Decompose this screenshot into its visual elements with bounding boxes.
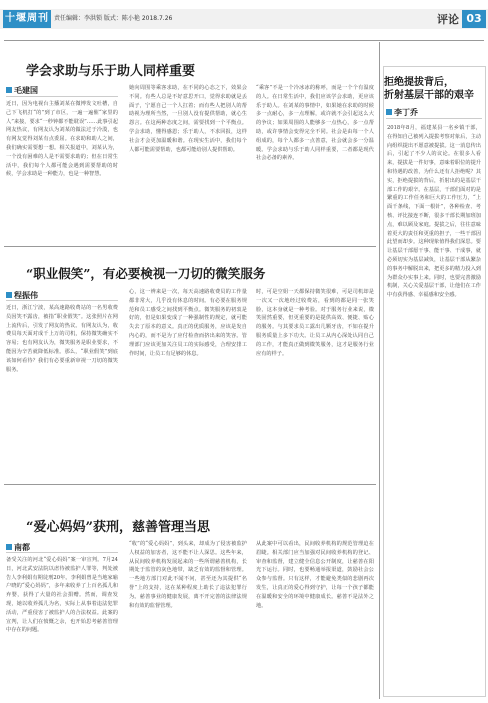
section-title: 评论 <box>437 13 459 26</box>
article-1-byline <box>6 85 38 96</box>
byline-marker-icon <box>6 544 12 550</box>
page-number: 03 <box>462 10 486 28</box>
article-divider-1 <box>4 246 376 247</box>
article-2-column-2: 心，这一辨来是一次，每天高速路收费员的工作量都非常大，几乎没有休息的时间。有必要在服务规范和员工感受之间找到平衡点。微笑服务的初衷是好的，但是如果变成了一种强制性的规定，就可能失去了原本的意义。真正的优质服务，应该是发自内心的，而不是为了应付检查而挤出来的笑容。管理部门应该更加关注员工的实际感受，合理安排工作时间，让员工有足够的休息。 <box>129 289 247 357</box>
commentary-author: 李丁乔 <box>394 108 418 117</box>
byline-marker-icon <box>6 87 12 93</box>
article-3-column-1: 备受关注的河北“爱心妈妈”案一审宣判。7月24日，河北武安法院以虐待被监护人罪等，判处被告人李利娟有期徒刑20年。李利娟曾是当地家喻户晓的“爱心妈妈”，多年来收养了上百名孤儿和弃婴，获得了大量的社会捐赠。然而，调查发现，她以收养孤儿为名，实际上从事着违法犯罪活动，严重侵害了被监护人的合法权益。此案的宣判，让人们在愤慨之余，也开始思考慈善管理中存在的问题。 <box>6 557 118 634</box>
article-divider-2 <box>4 484 376 485</box>
column-divider <box>379 42 380 699</box>
article-1-author: 毛建国 <box>14 86 38 95</box>
article-1-column-2: 她向周围等乘客求助，在不同的心态之下，效果会不同。有些人总是不好意思开口，觉得求助就是丢面子，宁愿自己一个人扛着；而有些人把别人的帮助视为理所当然，一旦别人没有提供帮助，就心生怨言。在这两种态度之间，需要找到一个平衡点。学会求助，懂得感恩；乐于助人，不求回报，这样社会才会更加温暖和谐。在现实生活中，我们每个人都可能需要帮助，也都可能给别人提供帮助。 <box>129 85 247 153</box>
commentary-title <box>384 76 484 102</box>
article-2-title: “职业假笑”，有必要検视一刀切的微笑服务 <box>26 266 266 281</box>
article-1-column-1: 近日，因为电视台主播刘某在微博发文吐槽，自己下飞机打“的”到了市区，一遍一遍催“家里的人”来接，要求“一秒钟都不能耽误”……此事引起网友热议，有网友认为刘某的做法过于冷漠，也有网友觉得刘某有点委屈。在求助和助人之间，我们确实需要想一想。相关报道中，刘某认为，一个没有困难的人是不需要求助的；但在日常生活中，我们每个人都可能会遇到需要帮助的时候，学会求助是一种能力，也是一种智慧。 <box>6 101 118 178</box>
commentary-byline-rule <box>386 118 482 119</box>
article-1-title: 学会求助与乐于助人同样重要 <box>26 64 196 79</box>
article-2-column-1: 近日，浙江宁波，某高速路收费站的一名男收费员因笑不露齿，被指“职业假笑”。这张照片在网上流传后，引发了网友的热议。有网友认为，收费员每天面对成千上万的司机，保持微笑确实不容易；也有网友认为，微笑服务是职业要求，不能因为辛苦就降低标准。那么，“职业假笑”到底该如何看待？我们有必要重新审视一刀切的微笑服务。 <box>6 305 118 373</box>
commentary-title-line-1: 拒绝提拔背后， <box>384 77 454 88</box>
byline-rule-3 <box>6 552 118 553</box>
byline-marker-icon <box>6 292 12 298</box>
article-1-column-3: “乘客”不是一个冷冰冰的称呼，而是一个个有温度的人。在日常生活中，我们应该学会求助，更应该乐于助人。在刘某的事情中，如果她在求助的时候多一点耐心，多一点理解，或许就不会引起这么大的争议；如果周围的人能够多一点热心，多一点帮助，或许事情会变得完全不同。社会是由每一个人组成的，每个人都多一点善意，社会就会多一分温暖。学会求助与乐于助人同样重要，二者都是现代社会必备的素养。 <box>256 85 374 162</box>
paper-logo: 十堰周刊 <box>3 10 51 28</box>
article-2-column-3: 时，可是空姐一天都保持微笑很难，可是司机却是一次又一次地经过收费站，看到的都是同一张笑脸，这本身就是一种考验。对于服务行业来说，微笑固然重要，但更重要的是提供高效、便捷、贴心的服务。与其要求员工露出几颗牙齿，不如在提升服务质量上多下功夫。让员工从内心深处认同自己的工作，才能真正做到微笑服务，这才是服务行业应有的样子。 <box>256 289 374 357</box>
commentary-body: 2018年8月，福建某县一名乡镇干部，在得知自己被列入提拔考察对象后，主动向组织提出不愿意被提拔。这一消息传出后，引起了不少人的议论。在很多人看来，提拔是一件好事，意味着职位的提升和待遇的改善，为什么还有人拒绝呢？其实，拒绝提拔的背后，折射出的是基层干部工作的艰辛。在基层，干部们面对的是繁重的工作任务和巨大的工作压力，“上面千条线，下面一根针”，各种检查、考核、评比接连不断，很多干部长期加班加点，难以顾及家庭。提拔之后，往往意味着更大的责任和更重的担子，一些干部因此望而却步。这种现象值得我们深思。要让基层干部愿干事、能干事、干成事，就必须切实为基层减负，让基层干部从繁杂的事务中解脱出来，把更多的精力投入到为群众办实事上来。同时，也要完善激励机制，关心关爱基层干部，让他们在工作中有获得感、幸福感和安全感。 <box>387 125 481 299</box>
byline-rule-1 <box>6 96 118 97</box>
commentary-byline <box>386 107 418 118</box>
commentary-title-line-2: 折射基层干部的艰辛 <box>384 90 474 101</box>
article-3-column-3: 从此案中可以看出，民间收养机构的规范管理迫在眉睫。相关部门应当加强对民间收养机构的登记、审查和监督，建立健全信息公开制度，让慈善在阳光下运行。同时，也要畅通举报渠道，鼓励社会公众参与监督。只有这样，才能避免类似的悲剧再次发生，让真正的爱心得到守护，让每一个孩子都能在温暖和安全的环境中健康成长。慈善不是法外之地。 <box>256 541 374 609</box>
byline-marker-icon <box>386 109 392 115</box>
article-3-title: “爱心妈妈”获刑，慈善管理当思 <box>26 520 210 535</box>
masthead <box>0 0 488 36</box>
editor-meta: 责任编辑：李洪锁 版式：陈小艳 2018.7.26 <box>54 15 173 22</box>
article-2-author: 程振伟 <box>14 291 38 300</box>
article-3-author: 南都 <box>14 543 30 552</box>
top-rule <box>4 40 484 41</box>
article-3-column-2: “收”的“爱心妈妈”，到头来，却成为了侵害被监护人权益的加害者，这不能不让人深思。这些年来，从民间收养机构发展起来的一些所谓慈善机构，长期处于监管的灰色地带，缺乏有效的监督和管理。一些地方部门对此不闻不问，甚至还为其提供“名誉”上的支持，这在某种程度上助长了违法犯罪行为。慈善事业的健康发展，离不开完善的法律法规和有效的监督管理。 <box>129 541 247 609</box>
byline-rule-2 <box>6 300 118 301</box>
